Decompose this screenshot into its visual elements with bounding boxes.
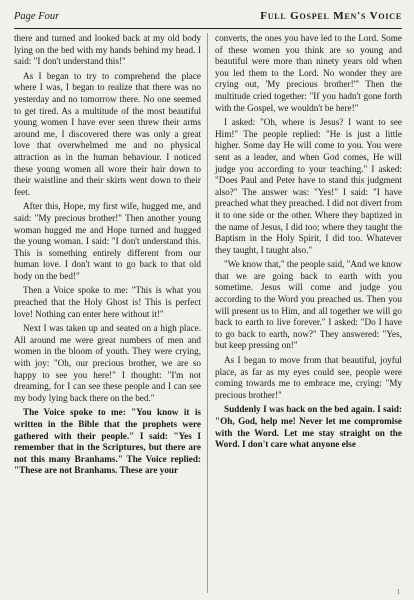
page-mark: 1 [396, 588, 400, 596]
page-number: Page Four [14, 11, 60, 22]
right-column [207, 33, 402, 593]
paragraph: I asked: "Oh, where is Jesus? I want to see Him!" The people replied: "He is just a little higher. Some day He will come to you. You were sent as a leader, and when God comes, He will judge you according to your teaching." I asked: "Does Paul and Peter have to stand this judgment also?" The answer was: "Yes!" I said: "I have preached what they preached. I did not divert from it to one side or the other. Where they baptized in the name of Jesus, I did too; where they taught the Baptism in the Holy Spirit, I did too. Whatever they taught, I taught also." [215, 117, 402, 255]
page-header [14, 10, 402, 26]
paragraph: Then a Voice spoke to me: "This is what you preached that the Holy Ghost is! This is perfect love! Nothing can enter here without it!" [14, 285, 201, 319]
header-rule [14, 28, 402, 29]
article-body [14, 33, 402, 593]
paragraph: The Voice spoke to me: "You know it is written in the Bible that the prophets were gathered with their people." I said: "Yes I remember that in the Scriptures, but there are not this many Branhams." The Voice replied: "These are not Branhams. These are your [14, 407, 201, 476]
paragraph: As I began to try to comprehend the place where I was, I began to realize that there was no yesterday and no tomorrow there. No one seemed to get tired. As a multitude of the most beautiful young women I have ever seen threw their arms around me, I discovered there was only a great love that overwhelmed me and no physical attraction as in the human behaviour. I noticed these young women all wore their hair down to their waistline and their skirts went down to their feet. [14, 70, 201, 197]
paragraph: As I began to move from that beautiful, joyful place, as far as my eyes could see, people were coming towards me to embrace me, crying: "My precious brother!" [215, 355, 402, 400]
magazine-title: Full Gospel Men's Voice [260, 10, 402, 22]
left-column [14, 33, 207, 593]
paragraph: converts, the ones you have led to the Lord. Some of these women you think are so young and beautiful were more than ninety years old when you led them to the Lord. No wonder they are crying out, 'My precious brother!'" Then the multitude cried together: "If you hadn't gone forth with the Gospel, we wouldn't be here!" [215, 33, 402, 113]
paragraph: Suddenly I was back on the bed again. I said: "Oh, God, help me! Never let me compromise with the Word. Let me stay straight on the Word. I don't care what anyone else [215, 404, 402, 450]
paragraph: there and turned and looked back at my old body lying on the bed with my hands behind my head. I said: "I don't understand this!" [14, 33, 201, 67]
paragraph: After this, Hope, my first wife, hugged me, and said: "My precious brother!" Then another young woman hugged me and Hope turned and hugged the young woman. I said: "I don't understand this. This is something entirely different from our human love. I don't want to go back to that old body on the bed!" [14, 201, 201, 281]
paragraph: Next I was taken up and seated on a high place. All around me were great numbers of men and women in the bloom of youth. They were crying, with joy: "Oh, our precious brother, we are so happy to see you here!" I thought: "I'm not dreaming, for I can see these people and I can see my body lying back there on the bed." [14, 323, 201, 403]
paragraph: "We know that," the people said, "And we know that we are going back to earth with you sometime. Jesus will come and judge you according to the Word you preached us. Then you will present us to Him, and all together we will go back to earth to live forever." I asked: "Do I have to go back to earth, now?" They answered: "Yes, but keep pressing on!" [215, 259, 402, 351]
